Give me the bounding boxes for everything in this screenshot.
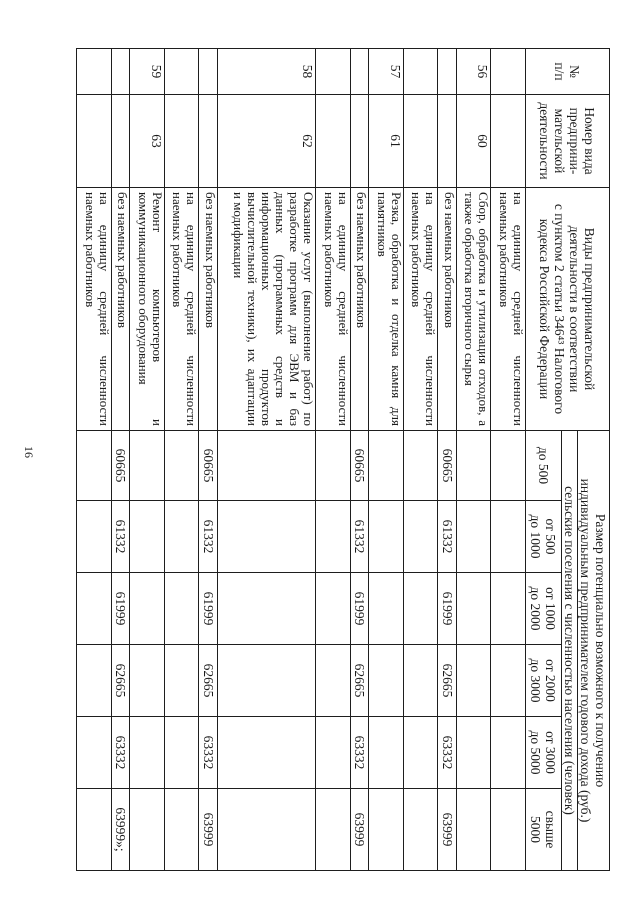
- cell-value: [217, 789, 315, 871]
- header-col-2: от 1000 до 2000: [526, 573, 562, 645]
- cell-value: [491, 717, 526, 789]
- cell-value: 61999: [438, 573, 456, 645]
- header-col-3: от 2000 до 3000: [526, 645, 562, 717]
- cell-value: [130, 501, 165, 573]
- cell-value: [491, 645, 526, 717]
- header-activity: Виды предпринимательской деятельности в соответствии с пунктом 2 статьи 346⁴³ Налогового кодекса Российской Федерации: [526, 188, 610, 431]
- cell-value: [403, 645, 438, 717]
- cell-value: 60665: [111, 431, 129, 501]
- cell-activity: на единицу средней численности наемных работников: [491, 188, 526, 431]
- cell-type: [350, 95, 368, 188]
- cell-no: 59: [130, 49, 165, 95]
- cell-value: 62665: [350, 645, 368, 717]
- cell-no: [438, 49, 456, 95]
- cell-value: [369, 431, 404, 501]
- cell-type: [438, 95, 456, 188]
- cell-value: 62665: [111, 645, 129, 717]
- cell-value: [369, 789, 404, 871]
- cell-value: [403, 573, 438, 645]
- cell-value: [456, 573, 491, 645]
- table-row: [199, 49, 217, 871]
- cell-value: [315, 431, 350, 501]
- table-row: [111, 49, 129, 871]
- cell-type: [111, 95, 129, 188]
- cell-value: [403, 789, 438, 871]
- cell-no: 58: [217, 49, 315, 95]
- table-row: [403, 49, 438, 871]
- table-row: [217, 49, 315, 871]
- cell-activity: на единицу средней численности наемных работников: [403, 188, 438, 431]
- cell-value: [77, 645, 112, 717]
- header-col-0: до 500: [526, 431, 562, 501]
- cell-value: [315, 501, 350, 573]
- cell-value: [217, 573, 315, 645]
- header-settlements: сельские поселения с численностью населения (человек): [562, 431, 578, 871]
- cell-value: [164, 501, 199, 573]
- cell-activity: Ремонт компьютеров и коммуникационного оборудования: [130, 188, 165, 431]
- cell-value: [369, 501, 404, 573]
- cell-value: [164, 717, 199, 789]
- cell-value: 62665: [199, 645, 217, 717]
- cell-no: 56: [456, 49, 491, 95]
- cell-value: 61332: [350, 501, 368, 573]
- cell-value: [130, 717, 165, 789]
- cell-value: 63999: [199, 789, 217, 871]
- cell-value: [369, 717, 404, 789]
- cell-no: [403, 49, 438, 95]
- cell-value: [217, 717, 315, 789]
- table-row: [130, 49, 165, 871]
- cell-value: [164, 573, 199, 645]
- table-row: [491, 49, 526, 871]
- cell-value: 63332: [350, 717, 368, 789]
- cell-value: [217, 431, 315, 501]
- cell-no: [315, 49, 350, 95]
- cell-value: [456, 717, 491, 789]
- cell-value: 61999: [111, 573, 129, 645]
- cell-value: [315, 789, 350, 871]
- page-number: 16: [22, 446, 36, 458]
- cell-value: [164, 431, 199, 501]
- table-row: [164, 49, 199, 871]
- cell-type: [199, 95, 217, 188]
- cell-value: 63999: [438, 789, 456, 871]
- cell-value: [315, 573, 350, 645]
- header-type-no: Номер вида предприни- мательской деятельности: [526, 95, 610, 188]
- cell-no: [77, 49, 112, 95]
- cell-value: [130, 645, 165, 717]
- cell-value: [77, 573, 112, 645]
- cell-activity: на единицу средней численности наемных работников: [164, 188, 199, 431]
- cell-activity: без наемных работников: [350, 188, 368, 431]
- cell-type: [77, 95, 112, 188]
- cell-type: [491, 95, 526, 188]
- header-col-5: свыше 5000: [526, 789, 562, 871]
- cell-value: [315, 645, 350, 717]
- cell-value: 63332: [111, 717, 129, 789]
- cell-type: [403, 95, 438, 188]
- cell-type: 63: [130, 95, 165, 188]
- cell-value: [130, 431, 165, 501]
- cell-no: [164, 49, 199, 95]
- cell-activity: на единицу средней численности наемных работников: [315, 188, 350, 431]
- cell-activity: без наемных работников: [199, 188, 217, 431]
- cell-type: 62: [217, 95, 315, 188]
- cell-value: 61332: [199, 501, 217, 573]
- cell-activity: на единицу средней численности наемных работников: [77, 188, 112, 431]
- cell-value: [456, 431, 491, 501]
- cell-value: [130, 573, 165, 645]
- cell-value: 63332: [199, 717, 217, 789]
- cell-value: [491, 789, 526, 871]
- cell-value: [369, 573, 404, 645]
- cell-value: [403, 431, 438, 501]
- cell-value: [164, 789, 199, 871]
- cell-no: [350, 49, 368, 95]
- cell-activity: без наемных работников: [438, 188, 456, 431]
- income-table: [76, 48, 610, 871]
- cell-value: [77, 501, 112, 573]
- table-row: [315, 49, 350, 871]
- cell-value: 61999: [199, 573, 217, 645]
- table-row: [369, 49, 404, 871]
- cell-value: [491, 431, 526, 501]
- cell-value: [403, 717, 438, 789]
- cell-activity: Сбор, обработка и утилизация отходов, а также обработка вторичного сырья: [456, 188, 491, 431]
- cell-activity: Резка, обработка и отделка камня для памятников: [369, 188, 404, 431]
- header-col-1: от 500 до 1000: [526, 501, 562, 573]
- cell-value: [403, 501, 438, 573]
- cell-value: 60665: [350, 431, 368, 501]
- cell-value: [315, 717, 350, 789]
- cell-type: [315, 95, 350, 188]
- cell-value: [77, 431, 112, 501]
- cell-type: 61: [369, 95, 404, 188]
- cell-value: 63999: [350, 789, 368, 871]
- cell-no: [491, 49, 526, 95]
- cell-value: 62665: [438, 645, 456, 717]
- cell-value: [456, 645, 491, 717]
- cell-type: 60: [456, 95, 491, 188]
- header-no: № п/п: [526, 49, 610, 95]
- cell-value: [164, 645, 199, 717]
- cell-value: [456, 789, 491, 871]
- header-income: Размер потенциально возможного к получению индивидуальным предпринимателем годового дохода (руб.): [578, 431, 610, 871]
- cell-no: [199, 49, 217, 95]
- cell-no: [111, 49, 129, 95]
- cell-value: 61332: [111, 501, 129, 573]
- cell-value: [77, 717, 112, 789]
- cell-value: 63332: [438, 717, 456, 789]
- cell-activity: Оказание услуг (выполнение работ) по разработке программ для ЭВМ и баз данных (программных средств и информационных продуктов вычислительной техники), их адаптации и модификации: [217, 188, 315, 431]
- rotated-table-container: [76, 48, 610, 870]
- cell-value: [491, 501, 526, 573]
- cell-activity: без наемных работников: [111, 188, 129, 431]
- cell-value: 63999»;: [111, 789, 129, 871]
- table-row: [77, 49, 112, 871]
- cell-value: [456, 501, 491, 573]
- cell-value: 60665: [438, 431, 456, 501]
- table-row: [438, 49, 456, 871]
- cell-value: [130, 789, 165, 871]
- cell-value: [491, 573, 526, 645]
- cell-value: 60665: [199, 431, 217, 501]
- cell-value: [217, 501, 315, 573]
- cell-no: 57: [369, 49, 404, 95]
- table-row: [350, 49, 368, 871]
- cell-value: [369, 645, 404, 717]
- header-col-4: от 3000 до 5000: [526, 717, 562, 789]
- cell-value: 61999: [350, 573, 368, 645]
- cell-value: 61332: [438, 501, 456, 573]
- cell-type: [164, 95, 199, 188]
- cell-value: [217, 645, 315, 717]
- cell-value: [77, 789, 112, 871]
- table-row: [456, 49, 491, 871]
